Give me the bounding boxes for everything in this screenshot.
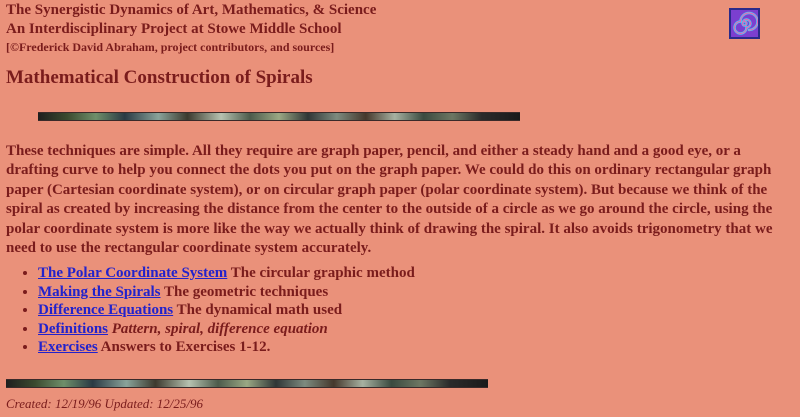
list-item (38, 301, 415, 320)
exercises-link[interactable]: Exercises (38, 339, 98, 355)
definitions-link[interactable]: Definitions (38, 320, 109, 337)
page-title: Mathematical Construction of Spirals (6, 67, 313, 88)
list-item-description: Pattern, spiral, difference equation (111, 320, 328, 337)
decorative-divider-top (38, 112, 520, 121)
list-item-description: Answers to Exercises 1-12. (100, 339, 271, 355)
contents-list (6, 264, 415, 357)
site-subtitle: An Interdisciplinary Project at Stowe Middle School (6, 21, 342, 37)
site-header (6, 1, 376, 56)
decorative-divider-bottom (6, 379, 488, 388)
spiral-logo-icon[interactable] (729, 8, 760, 39)
intro-paragraph: These techniques are simple. All they require are graph paper, pencil, and either a steady hand and a good eye, or a drafting curve to help you connect the dots you put on the graph paper. We could do this on ordinary rectangular graph paper (Cartesian coordinate system), or on circular graph paper (polar coordinate system). But because we think of the spiral as created by increasing the distance from the center to the outside of a circle as we go around the circle, using the polar coordinate system is more like the way we actually think of drawing the spiral. It also avoids trigonometry that we need to use the rectangular coordinate system accurately. (6, 143, 773, 257)
list-item-description: The circular graphic method (230, 265, 415, 281)
spiral-icon (731, 10, 758, 37)
list-item (38, 338, 415, 357)
list-item (38, 264, 415, 283)
making-spirals-link[interactable]: Making the Spirals (38, 283, 161, 300)
list-item (38, 320, 415, 339)
site-title: The Synergistic Dynamics of Art, Mathematics, & Science (6, 2, 377, 18)
page-footer-dates: Created: 12/19/96 Updated: 12/25/96 (6, 396, 204, 411)
copyright-notice: [©Frederick David Abraham, project contributors, and sources] (6, 40, 335, 54)
list-item (38, 283, 415, 302)
difference-equations-link[interactable]: Difference Equations (38, 302, 174, 318)
list-item-description: The geometric techniques (164, 283, 329, 300)
polar-coordinate-link[interactable]: The Polar Coordinate System (38, 265, 228, 281)
list-item-description: The dynamical math used (176, 302, 343, 318)
